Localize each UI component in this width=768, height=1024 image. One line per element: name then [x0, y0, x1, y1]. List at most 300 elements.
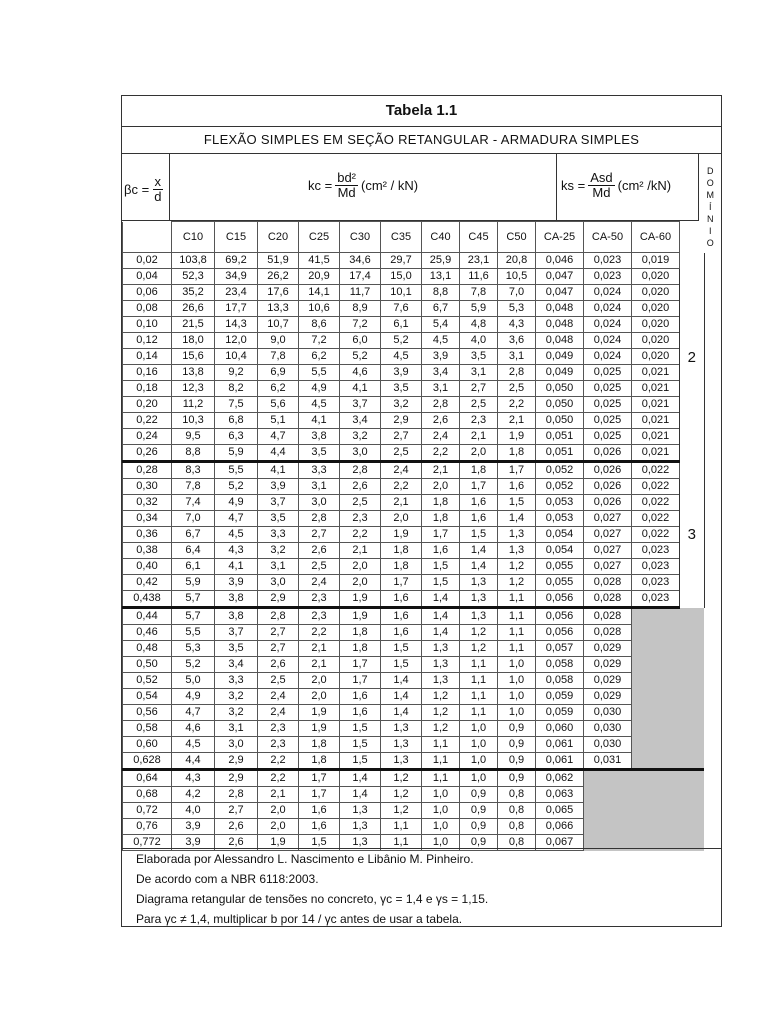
table-cell: 0,022	[632, 495, 680, 511]
table-cell: 10,6	[299, 301, 340, 317]
table-cell: 2,6	[299, 543, 340, 559]
table-cell: 4,1	[340, 381, 381, 397]
table-cell: 1,6	[422, 543, 460, 559]
table-row	[123, 479, 705, 495]
table-cell: 15,6	[172, 349, 215, 365]
table-cell: 0,063	[536, 787, 584, 803]
table-cell: 0,067	[536, 835, 584, 851]
table-cell: 2,2	[498, 397, 536, 413]
table-cell: 1,1	[381, 835, 422, 851]
table-cell: 0,50	[123, 657, 172, 673]
table-cell: 5,0	[172, 673, 215, 689]
dominio-letter: M	[706, 190, 715, 200]
table-cell: 1,3	[381, 737, 422, 753]
beta-numerator: x	[154, 174, 162, 189]
table-cell: 69,2	[215, 253, 258, 269]
table-cell: 1,8	[422, 495, 460, 511]
table-cell: 2,5	[299, 559, 340, 575]
column-header: C10	[172, 222, 215, 253]
table-row	[123, 301, 705, 317]
table-cell: 1,9	[498, 429, 536, 445]
column-header: CA-60	[632, 222, 680, 253]
table-cell: 1,1	[498, 608, 536, 625]
table-cell: 5,3	[172, 641, 215, 657]
table-cell: 0,027	[584, 559, 632, 575]
table-cell: 1,5	[422, 559, 460, 575]
table-cell: 34,6	[340, 253, 381, 269]
table-cell: 6,1	[381, 317, 422, 333]
table-cell: 0,14	[123, 349, 172, 365]
table-cell: 34,9	[215, 269, 258, 285]
table-cell: 1,5	[460, 527, 498, 543]
table-cell: 0,38	[123, 543, 172, 559]
kc-lhs: kc =	[308, 178, 333, 193]
note-line: Elaborada por Alessandro L. Nascimento e Libânio M. Pinheiro.	[136, 852, 474, 866]
table-cell: 2,1	[422, 462, 460, 479]
table-cell: 2,8	[340, 462, 381, 479]
ks-unit: (cm² /kN)	[617, 178, 672, 193]
table-cell: 4,1	[299, 413, 340, 429]
table-cell: 17,4	[340, 269, 381, 285]
table-cell: 1,2	[381, 803, 422, 819]
table-row	[123, 445, 705, 462]
table-cell: 0,022	[632, 511, 680, 527]
table-cell: 1,9	[299, 721, 340, 737]
table-cell: 0,024	[584, 301, 632, 317]
table-cell: 0,051	[536, 445, 584, 462]
table-cell: 2,0	[299, 689, 340, 705]
table-cell: 1,7	[460, 479, 498, 495]
table-cell: 2,3	[258, 737, 299, 753]
table-cell: 1,8	[340, 625, 381, 641]
table-cell: 0,023	[632, 575, 680, 591]
table-cell: 2,5	[381, 445, 422, 462]
grey-cell	[632, 737, 705, 753]
table-cell: 0,9	[460, 803, 498, 819]
table-cell: 6,7	[172, 527, 215, 543]
table-cell: 2,9	[381, 413, 422, 429]
table-cell: 1,6	[299, 819, 340, 835]
table-cell: 4,4	[172, 753, 215, 770]
table-cell: 3,0	[258, 575, 299, 591]
table-cell: 1,4	[460, 543, 498, 559]
table-cell: 9,2	[215, 365, 258, 381]
table-row	[123, 657, 705, 673]
table-cell: 0,028	[584, 625, 632, 641]
table-cell: 0,050	[536, 381, 584, 397]
table-cell: 1,8	[422, 511, 460, 527]
table-cell: 1,1	[422, 753, 460, 770]
table-cell: 1,3	[460, 591, 498, 608]
grey-cell	[632, 689, 705, 705]
table-cell: 3,1	[460, 365, 498, 381]
table-cell: 0,026	[584, 495, 632, 511]
table-cell: 1,8	[460, 462, 498, 479]
table-cell: 1,8	[299, 753, 340, 770]
dominio-cell: 3	[680, 462, 705, 608]
table-cell: 23,1	[460, 253, 498, 269]
table-cell: 7,4	[172, 495, 215, 511]
table-cell: 0,028	[584, 591, 632, 608]
table-cell: 3,7	[215, 625, 258, 641]
table-cell: 0,057	[536, 641, 584, 657]
table-cell: 1,5	[498, 495, 536, 511]
table-cell: 1,3	[498, 543, 536, 559]
column-header: CA-25	[536, 222, 584, 253]
table-row	[123, 317, 705, 333]
table-cell: 1,7	[299, 770, 340, 787]
table-cell: 0,052	[536, 462, 584, 479]
table-cell: 0,46	[123, 625, 172, 641]
table-cell: 0,22	[123, 413, 172, 429]
table-cell: 7,8	[172, 479, 215, 495]
kc-numerator: bd²	[337, 170, 357, 185]
table-cell: 0,056	[536, 591, 584, 608]
table-cell: 3,1	[215, 721, 258, 737]
table-cell: 0,066	[536, 819, 584, 835]
table-cell: 14,3	[215, 317, 258, 333]
table-cell: 5,3	[498, 301, 536, 317]
table-cell: 3,2	[215, 705, 258, 721]
table-cell: 1,5	[299, 835, 340, 851]
table-cell: 1,4	[340, 770, 381, 787]
table-cell: 0,9	[498, 753, 536, 770]
table-cell: 0,36	[123, 527, 172, 543]
table-row	[123, 511, 705, 527]
table-cell: 1,3	[460, 608, 498, 625]
table-cell: 0,64	[123, 770, 172, 787]
table-cell: 0,061	[536, 753, 584, 770]
table-cell: 0,020	[632, 269, 680, 285]
table-cell: 0,8	[498, 835, 536, 851]
table-cell: 1,2	[422, 721, 460, 737]
table-cell: 3,9	[215, 575, 258, 591]
table-cell: 1,9	[340, 591, 381, 608]
table-cell: 1,6	[340, 689, 381, 705]
table-cell: 3,4	[215, 657, 258, 673]
grey-cell	[584, 819, 705, 835]
table-cell: 3,3	[299, 462, 340, 479]
table-cell: 1,1	[381, 819, 422, 835]
table-cell: 0,048	[536, 317, 584, 333]
table-cell: 0,052	[536, 479, 584, 495]
table-cell: 2,8	[299, 511, 340, 527]
table-cell: 1,7	[340, 657, 381, 673]
table-cell: 1,6	[299, 803, 340, 819]
table-row	[123, 543, 705, 559]
table-cell: 2,1	[258, 787, 299, 803]
table-cell: 0,72	[123, 803, 172, 819]
table-cell: 2,7	[381, 429, 422, 445]
table-cell: 0,050	[536, 413, 584, 429]
table-cell: 0,12	[123, 333, 172, 349]
table-cell: 0,76	[123, 819, 172, 835]
table-cell: 5,5	[299, 365, 340, 381]
table-cell: 0,30	[123, 479, 172, 495]
table-cell: 6,0	[340, 333, 381, 349]
table-cell: 3,9	[172, 835, 215, 851]
table-cell: 3,0	[299, 495, 340, 511]
table-cell: 1,2	[381, 787, 422, 803]
table-cell: 0,020	[632, 301, 680, 317]
table-cell: 0,772	[123, 835, 172, 851]
table-cell: 0,022	[632, 462, 680, 479]
table-cell: 1,7	[498, 462, 536, 479]
table-cell: 14,1	[299, 285, 340, 301]
table-cell: 3,1	[258, 559, 299, 575]
column-header: C50	[498, 222, 536, 253]
table-cell: 0,025	[584, 413, 632, 429]
table-cell: 3,5	[258, 511, 299, 527]
table-cell: 1,7	[299, 787, 340, 803]
table-cell: 3,5	[299, 445, 340, 462]
table-cell: 0,021	[632, 381, 680, 397]
table-cell: 0,056	[536, 625, 584, 641]
table-cell: 1,3	[381, 721, 422, 737]
table-cell: 2,8	[258, 608, 299, 625]
table-cell: 1,2	[422, 705, 460, 721]
table-cell: 4,7	[215, 511, 258, 527]
table-cell: 4,9	[299, 381, 340, 397]
table-cell: 7,2	[299, 333, 340, 349]
table-cell: 2,0	[460, 445, 498, 462]
dominio-spacer	[680, 222, 705, 253]
ks-header	[557, 153, 699, 221]
table-cell: 3,4	[340, 413, 381, 429]
table-cell: 1,4	[422, 608, 460, 625]
table-cell: 0,050	[536, 397, 584, 413]
table-cell: 1,4	[381, 689, 422, 705]
table-row	[123, 803, 705, 819]
table-cell: 2,8	[215, 787, 258, 803]
table-cell: 6,4	[172, 543, 215, 559]
table-row	[123, 673, 705, 689]
table-cell: 4,5	[215, 527, 258, 543]
table-cell: 1,9	[381, 527, 422, 543]
column-header-row	[123, 222, 705, 253]
table-row	[123, 608, 705, 625]
table-cell: 5,2	[381, 333, 422, 349]
table-cell: 0,9	[498, 770, 536, 787]
table-cell: 0,8	[498, 787, 536, 803]
table-title: Tabela 1.1	[122, 96, 721, 127]
dominio-cell: 2	[680, 253, 705, 462]
table-cell: 1,7	[340, 673, 381, 689]
dominio-letter: O	[706, 178, 715, 188]
table-cell: 1,4	[422, 625, 460, 641]
table-cell: 9,5	[172, 429, 215, 445]
table-row	[123, 753, 705, 770]
blank-header-cell	[123, 222, 172, 253]
table-cell: 0,9	[460, 787, 498, 803]
table-cell: 0,024	[584, 333, 632, 349]
table-cell: 0,051	[536, 429, 584, 445]
ks-denominator: Md	[592, 185, 611, 200]
table-cell: 5,1	[258, 413, 299, 429]
grey-cell	[632, 657, 705, 673]
table-cell: 1,8	[340, 641, 381, 657]
table-cell: 0,18	[123, 381, 172, 397]
table-cell: 2,7	[215, 803, 258, 819]
table-cell: 1,6	[381, 591, 422, 608]
table-cell: 3,8	[215, 591, 258, 608]
table-cell: 4,0	[172, 803, 215, 819]
table-cell: 2,3	[258, 721, 299, 737]
table-cell: 1,6	[460, 495, 498, 511]
table-cell: 6,7	[422, 301, 460, 317]
table-cell: 0,025	[584, 429, 632, 445]
table-cell: 1,6	[381, 625, 422, 641]
table-cell: 1,2	[460, 625, 498, 641]
dominio-letter: O	[706, 238, 715, 248]
table-cell: 0,030	[584, 705, 632, 721]
table-row	[123, 397, 705, 413]
table-row	[123, 819, 705, 835]
table-cell: 3,1	[299, 479, 340, 495]
table-cell: 0,060	[536, 721, 584, 737]
table-cell: 1,0	[460, 753, 498, 770]
table-cell: 1,5	[340, 721, 381, 737]
table-cell: 1,6	[381, 608, 422, 625]
table-row	[123, 787, 705, 803]
table-cell: 1,8	[498, 445, 536, 462]
table-cell: 12,3	[172, 381, 215, 397]
table-cell: 8,3	[172, 462, 215, 479]
table-cell: 9,0	[258, 333, 299, 349]
table-row	[123, 770, 705, 787]
column-header: C25	[299, 222, 340, 253]
table-cell: 7,2	[340, 317, 381, 333]
table-cell: 1,2	[381, 770, 422, 787]
table-cell: 0,054	[536, 527, 584, 543]
table-cell: 0,049	[536, 349, 584, 365]
table-cell: 8,6	[299, 317, 340, 333]
table-cell: 2,9	[258, 591, 299, 608]
table-cell: 1,5	[340, 753, 381, 770]
table-row	[123, 495, 705, 511]
table-cell: 0,020	[632, 349, 680, 365]
table-cell: 1,6	[460, 511, 498, 527]
table-cell: 2,2	[299, 625, 340, 641]
table-cell: 4,7	[172, 705, 215, 721]
table-cell: 1,8	[381, 559, 422, 575]
beta-fraction	[152, 175, 163, 204]
table-cell: 2,7	[258, 625, 299, 641]
table-row	[123, 559, 705, 575]
table-cell: 3,2	[215, 689, 258, 705]
table-row	[123, 381, 705, 397]
table-cell: 1,1	[460, 705, 498, 721]
table-cell: 2,0	[340, 559, 381, 575]
table-cell: 2,0	[299, 673, 340, 689]
table-cell: 1,3	[340, 803, 381, 819]
table-cell: 0,58	[123, 721, 172, 737]
table-cell: 0,030	[584, 721, 632, 737]
table-row	[123, 721, 705, 737]
table-cell: 0,048	[536, 301, 584, 317]
table-cell: 2,1	[381, 495, 422, 511]
table-document	[121, 95, 722, 927]
table-cell: 1,1	[498, 591, 536, 608]
table-cell: 3,1	[498, 349, 536, 365]
table-cell: 0,04	[123, 269, 172, 285]
table-cell: 0,8	[498, 819, 536, 835]
table-cell: 0,020	[632, 333, 680, 349]
grey-cell	[584, 770, 705, 787]
table-cell: 0,055	[536, 559, 584, 575]
table-cell: 17,6	[258, 285, 299, 301]
table-cell: 2,3	[340, 511, 381, 527]
table-cell: 7,5	[215, 397, 258, 413]
table-cell: 0,021	[632, 445, 680, 462]
beta-header	[122, 153, 170, 221]
table-cell: 0,28	[123, 462, 172, 479]
table-cell: 2,0	[422, 479, 460, 495]
table-cell: 0,34	[123, 511, 172, 527]
table-cell: 1,2	[498, 559, 536, 575]
dominio-letter: N	[707, 214, 714, 224]
table-cell: 26,2	[258, 269, 299, 285]
table-cell: 1,3	[340, 819, 381, 835]
table-cell: 4,5	[172, 737, 215, 753]
table-cell: 8,2	[215, 381, 258, 397]
table-cell: 0,021	[632, 365, 680, 381]
table-cell: 3,2	[340, 429, 381, 445]
table-cell: 2,4	[422, 429, 460, 445]
table-cell: 3,9	[422, 349, 460, 365]
table-cell: 4,9	[215, 495, 258, 511]
table-cell: 0,026	[584, 462, 632, 479]
column-header: C20	[258, 222, 299, 253]
ks-lhs: ks =	[561, 178, 586, 193]
table-cell: 0,029	[584, 673, 632, 689]
table-cell: 1,7	[422, 527, 460, 543]
table-row	[123, 413, 705, 429]
table-cell: 0,058	[536, 673, 584, 689]
beta-denominator: d	[154, 189, 162, 204]
table-cell: 7,8	[460, 285, 498, 301]
table-cell: 0,628	[123, 753, 172, 770]
table-cell: 2,6	[422, 413, 460, 429]
table-cell: 5,4	[422, 317, 460, 333]
table-cell: 6,8	[215, 413, 258, 429]
table-cell: 1,4	[498, 511, 536, 527]
table-cell: 0,020	[632, 285, 680, 301]
table-cell: 0,020	[632, 317, 680, 333]
table-cell: 1,0	[498, 673, 536, 689]
table-cell: 7,6	[381, 301, 422, 317]
dominio-letter: I	[708, 226, 712, 236]
table-cell: 0,056	[536, 608, 584, 625]
table-cell: 1,0	[498, 689, 536, 705]
table-cell: 0,055	[536, 575, 584, 591]
table-cell: 0,048	[536, 333, 584, 349]
table-cell: 3,2	[258, 543, 299, 559]
table-cell: 1,1	[460, 689, 498, 705]
table-cell: 4,6	[340, 365, 381, 381]
table-cell: 5,5	[172, 625, 215, 641]
table-cell: 2,8	[498, 365, 536, 381]
table-cell: 4,2	[172, 787, 215, 803]
table-cell: 8,9	[340, 301, 381, 317]
table-cell: 21,5	[172, 317, 215, 333]
table-cell: 0,026	[584, 479, 632, 495]
beta-lhs: βc =	[124, 182, 150, 197]
table-cell: 0,022	[632, 527, 680, 543]
table-cell: 8,8	[172, 445, 215, 462]
column-header: C45	[460, 222, 498, 253]
table-cell: 0,022	[632, 479, 680, 495]
